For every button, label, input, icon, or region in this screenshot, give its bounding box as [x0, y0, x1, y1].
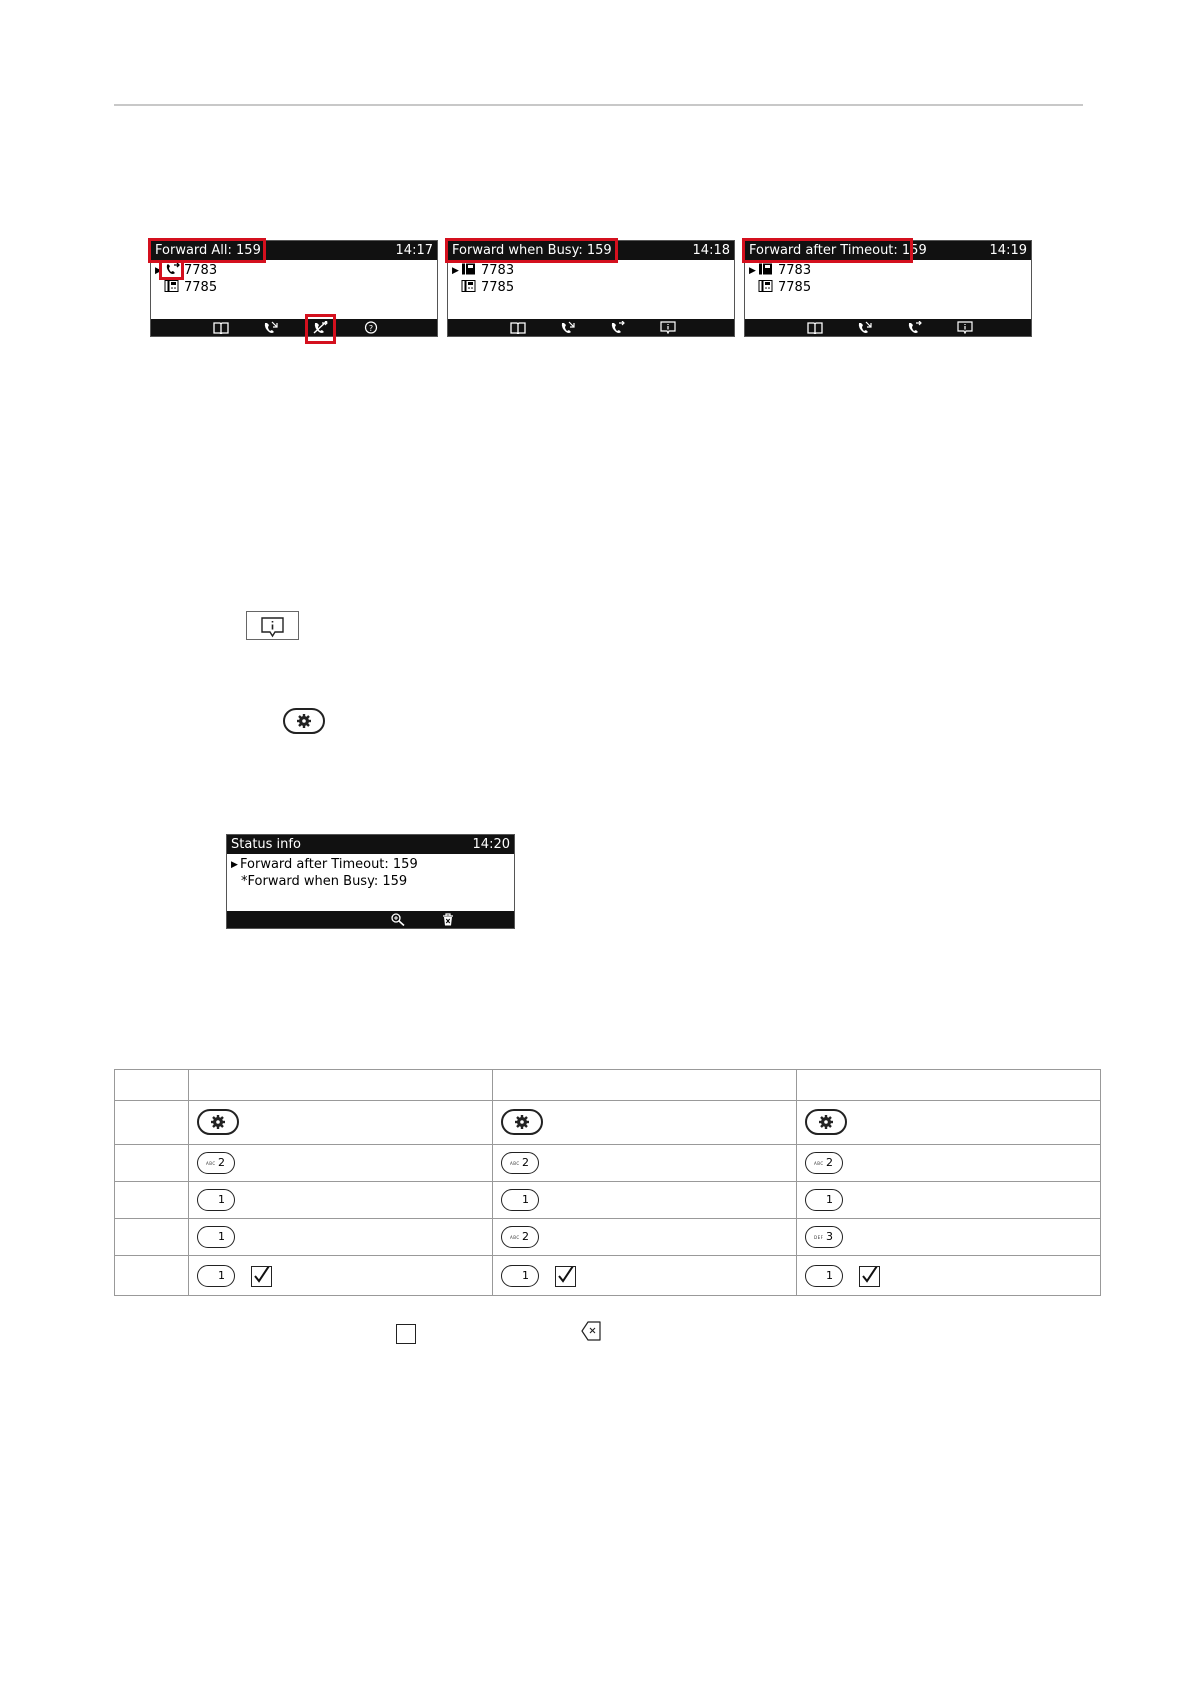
- table-cell: [115, 1145, 189, 1182]
- screen-title: Forward All: 159: [155, 243, 261, 258]
- screen-time: 14:18: [692, 243, 730, 258]
- table-row: [115, 1219, 1101, 1256]
- key-1-icon: 1: [197, 1226, 235, 1248]
- screen-title: Status info: [231, 837, 301, 852]
- table-cell: [493, 1256, 797, 1296]
- status-item[interactable]: [231, 857, 418, 873]
- table-cell: [797, 1101, 1101, 1145]
- zoom-icon[interactable]: [390, 913, 406, 926]
- checkbox-empty-icon: [396, 1324, 416, 1344]
- table-cell: [189, 1182, 493, 1219]
- table-cell: [493, 1219, 797, 1256]
- key-2-icon: ABC 2: [805, 1152, 843, 1174]
- key-1-icon: 1: [197, 1189, 235, 1211]
- line-number: 7783: [778, 263, 812, 278]
- desk-phone-active-icon: [461, 263, 478, 275]
- status-item[interactable]: [241, 874, 407, 890]
- settings-key-icon: [501, 1109, 543, 1135]
- desk-phone-icon: [164, 280, 181, 292]
- highlight-softkey: [305, 314, 336, 344]
- softkey-bar: [151, 319, 437, 336]
- desk-phone-icon: [758, 280, 775, 292]
- desk-phone-active-icon: [758, 263, 775, 275]
- key-2-icon: ABC 2: [197, 1152, 235, 1174]
- highlight-title: [445, 238, 618, 263]
- screen-time: 14:20: [472, 837, 510, 852]
- highlight-title: [742, 238, 913, 263]
- line-item[interactable]: [749, 263, 811, 279]
- screen-time: 14:19: [989, 243, 1027, 258]
- table-cell: [493, 1182, 797, 1219]
- key-1-icon: 1: [501, 1189, 539, 1211]
- screen-header: [227, 835, 514, 854]
- phone-screen-status-info: [226, 834, 515, 929]
- delete-icon[interactable]: [440, 913, 456, 926]
- selection-arrow-icon: ▶: [155, 266, 162, 276]
- info-icon: [246, 611, 299, 640]
- table-cell: [189, 1256, 493, 1296]
- line-number: 7785: [778, 280, 812, 295]
- call-forward-icon[interactable]: [857, 321, 873, 334]
- checkbox-checked-icon: [251, 1266, 272, 1287]
- key-1-icon: 1: [501, 1265, 539, 1287]
- table-cell: [115, 1219, 189, 1256]
- call-forward-icon[interactable]: [610, 321, 626, 334]
- svg-text:?: ?: [368, 324, 374, 333]
- key-1-icon: 1: [197, 1265, 235, 1287]
- line-item[interactable]: [155, 280, 217, 296]
- checkbox-checked-icon: [555, 1266, 576, 1287]
- selection-arrow-icon: ▶: [749, 266, 756, 276]
- table-cell: [797, 1256, 1101, 1296]
- call-forward-icon[interactable]: [560, 321, 576, 334]
- key-3-icon: DEF 3: [805, 1226, 843, 1248]
- key-sequence-table: [114, 1069, 1101, 1296]
- line-number: 7785: [481, 280, 515, 295]
- selection-arrow-icon: ▶: [452, 266, 459, 276]
- table-cell: [189, 1219, 493, 1256]
- softkey-bar: [745, 319, 1031, 336]
- table-cell: [493, 1101, 797, 1145]
- desk-phone-icon: [461, 280, 478, 292]
- highlight-status-icon: [159, 260, 184, 280]
- screen-title: Forward after Timeout: 159: [749, 243, 927, 258]
- status-text: *Forward when Busy: 159: [241, 874, 408, 889]
- phonebook-icon[interactable]: [510, 321, 526, 334]
- softkey-bar: [448, 319, 734, 336]
- table-row: [115, 1256, 1101, 1296]
- table-cell: [115, 1256, 189, 1296]
- table-cell: [115, 1070, 189, 1101]
- table-cell: [493, 1145, 797, 1182]
- table-row: [115, 1182, 1101, 1219]
- help-icon[interactable]: [363, 321, 379, 334]
- table-cell: [493, 1070, 797, 1101]
- key-1-icon: 1: [805, 1265, 843, 1287]
- table-row: [115, 1145, 1101, 1182]
- phonebook-icon[interactable]: [213, 321, 229, 334]
- table-cell: [189, 1070, 493, 1101]
- table-cell: [115, 1101, 189, 1145]
- key-2-icon: ABC 2: [501, 1226, 539, 1248]
- phonebook-icon[interactable]: [807, 321, 823, 334]
- key-2-icon: ABC 2: [501, 1152, 539, 1174]
- table-cell: [189, 1101, 493, 1145]
- table-cell: [797, 1182, 1101, 1219]
- selection-arrow-icon: ▶: [231, 860, 238, 870]
- line-number: 7785: [184, 280, 218, 295]
- line-item[interactable]: [749, 280, 811, 296]
- settings-key-icon: [197, 1109, 239, 1135]
- table-cell: [115, 1182, 189, 1219]
- header-rule: [114, 104, 1083, 106]
- info-icon[interactable]: [660, 321, 676, 334]
- info-icon[interactable]: [957, 321, 973, 334]
- screen-time: 14:17: [395, 243, 433, 258]
- settings-key-icon: [805, 1109, 847, 1135]
- screen-title: Forward when Busy: 159: [452, 243, 612, 258]
- backspace-icon: [580, 1321, 602, 1341]
- checkbox-checked-icon: [859, 1266, 880, 1287]
- line-item[interactable]: [452, 263, 514, 279]
- table-cell: [797, 1219, 1101, 1256]
- status-text: Forward after Timeout: 159: [240, 857, 418, 872]
- table-cell: [189, 1145, 493, 1182]
- line-number: 7783: [481, 263, 515, 278]
- line-number: 7783: [184, 263, 218, 278]
- table-row: [115, 1101, 1101, 1145]
- softkey-bar: [227, 911, 514, 928]
- call-forward-icon[interactable]: [907, 321, 923, 334]
- table-cell: [797, 1145, 1101, 1182]
- line-item[interactable]: [452, 280, 514, 296]
- table-cell: [797, 1070, 1101, 1101]
- key-1-icon: 1: [805, 1189, 843, 1211]
- call-forward-icon[interactable]: [263, 321, 279, 334]
- settings-key-icon: [283, 708, 325, 734]
